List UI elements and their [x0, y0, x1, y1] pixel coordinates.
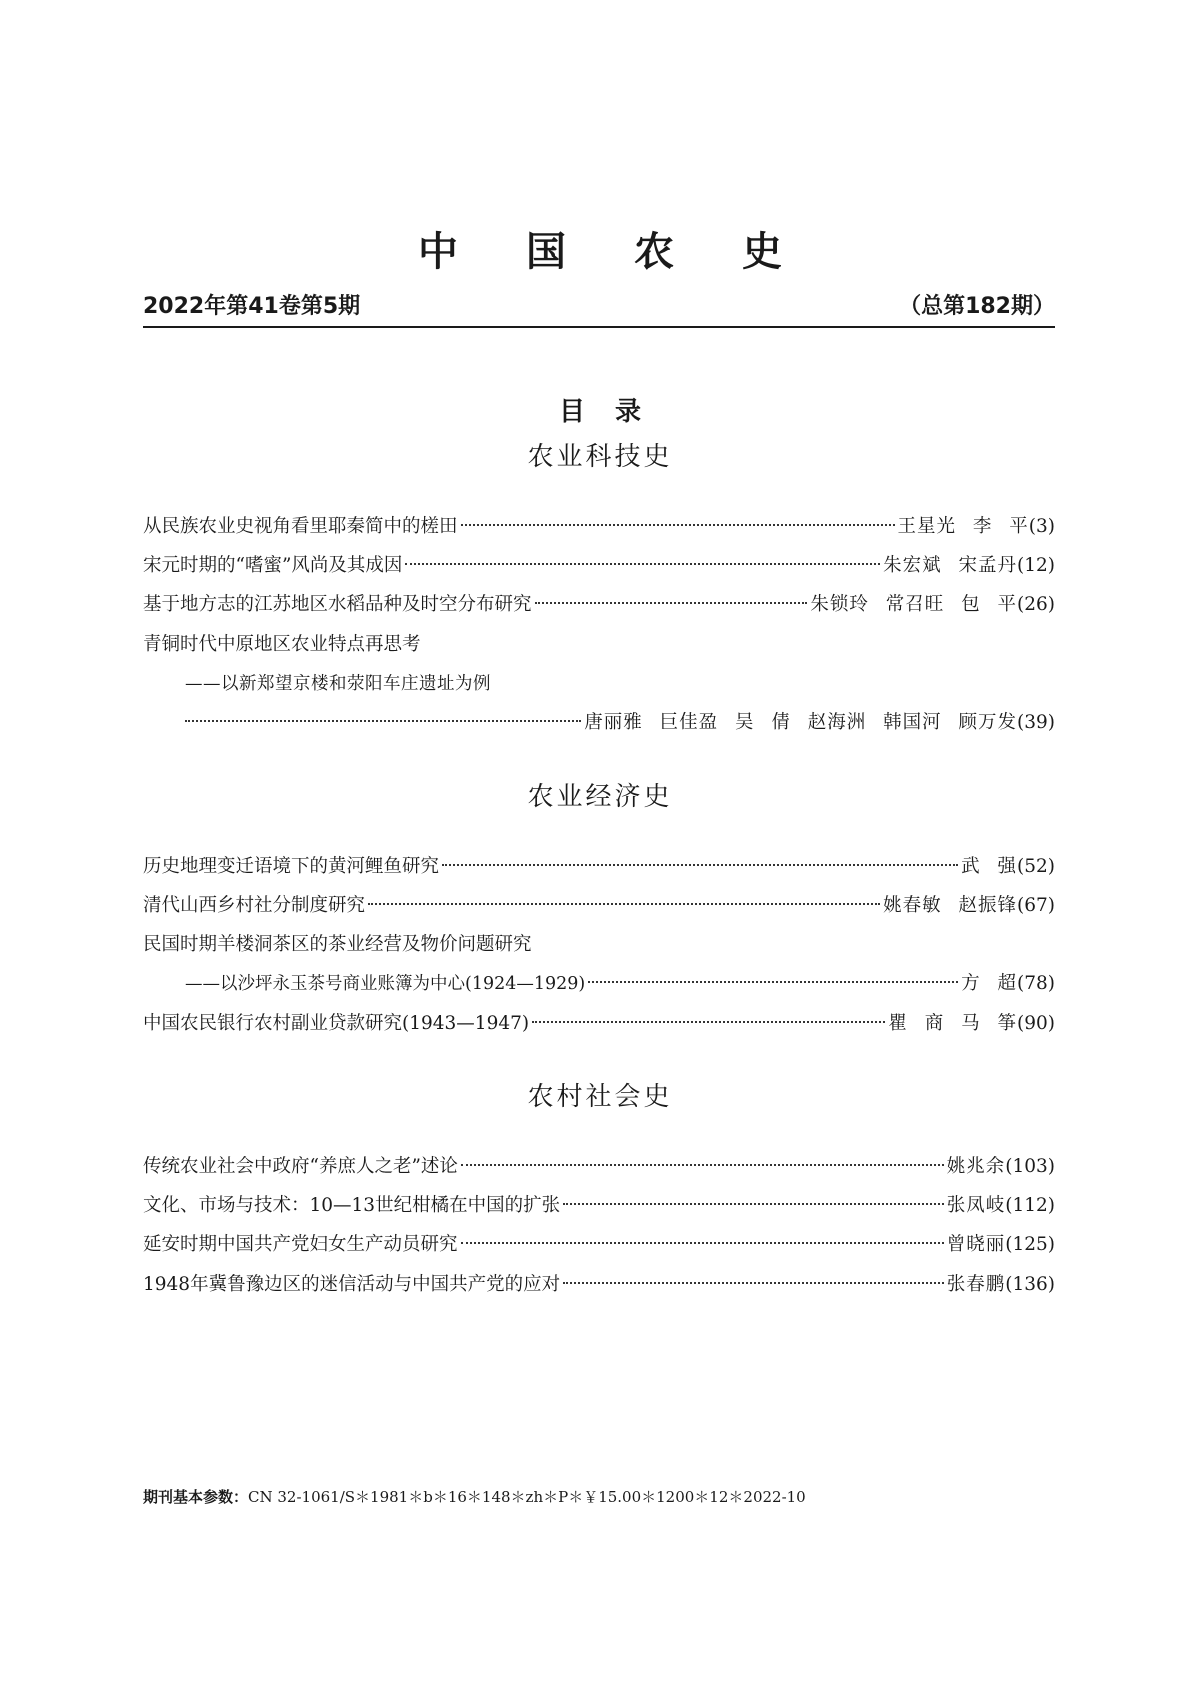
parameters-label: 期刊基本参数：: [143, 1488, 249, 1506]
journal-title: 中国农史: [418, 229, 850, 275]
entry-authors: 瞿 商 马 筝: [888, 1013, 1018, 1034]
entry-page: (125): [1005, 1234, 1055, 1255]
toc-entry[interactable]: [143, 891, 1055, 921]
entry-page: (103): [1005, 1156, 1055, 1177]
issue-line: [143, 292, 1055, 322]
entry-page: (67): [1017, 895, 1055, 916]
entry-title: 中国农民银行农村副业贷款研究(1943—1947): [143, 1013, 530, 1034]
dot-leader: [588, 981, 958, 983]
dot-leader: [461, 524, 895, 526]
entry-title: 文化、市场与技术：10—13世纪柑橘在中国的扩张: [143, 1195, 561, 1216]
entry-page: (39): [1017, 712, 1055, 733]
entry-title: 清代山西乡村社分制度研究: [143, 895, 366, 916]
section-heading-agri-econ: 农业经济史: [527, 782, 673, 812]
entry-page: (78): [1017, 973, 1055, 994]
toc-entry[interactable]: [143, 1152, 1055, 1182]
toc-entry[interactable]: [143, 590, 1055, 620]
entry-title: 历史地理变迁语境下的黄河鲤鱼研究: [143, 856, 440, 877]
toc-entry-subtitle-line[interactable]: [185, 969, 1055, 999]
dot-leader: [461, 1164, 944, 1166]
toc-entry-title-only[interactable]: [143, 930, 1055, 960]
dot-leader: [368, 903, 880, 905]
entry-title: 1948年冀鲁豫边区的迷信活动与中国共产党的应对: [143, 1274, 561, 1295]
header-rule: [143, 326, 1055, 328]
entry-authors: 唐丽雅 巨佳盈 吴 倩 赵海洲 韩国河 顾万发: [584, 712, 1018, 733]
entry-page: (136): [1005, 1274, 1055, 1295]
toc-entry[interactable]: [143, 512, 1055, 542]
entry-title: 民国时期羊楼洞茶区的茶业经营及物价问题研究: [143, 934, 532, 955]
entry-page: (12): [1017, 555, 1055, 576]
dot-leader: [405, 563, 880, 565]
entry-subtitle: ——以沙坪永玉茶号商业账簿为中心(1924—1929): [185, 974, 586, 994]
entry-authors: 武 强: [961, 856, 1018, 877]
entry-authors: 王星光 李 平: [897, 516, 1029, 537]
total-issue-number: （总第182期）: [899, 294, 1055, 319]
toc-title: 目录: [558, 397, 671, 427]
entry-authors: 姚春敏 赵振锋: [883, 895, 1018, 916]
dot-leader: [532, 1021, 885, 1023]
toc-entry-title-only[interactable]: [143, 630, 1055, 660]
entry-page: (3): [1028, 516, 1055, 537]
entry-page: (112): [1005, 1195, 1055, 1216]
dot-leader: [563, 1203, 944, 1205]
toc-entry[interactable]: [143, 1009, 1055, 1039]
dot-leader: [185, 720, 581, 722]
entry-page: (26): [1017, 594, 1055, 615]
dot-leader: [535, 602, 808, 604]
entry-authors: 朱宏斌 宋孟丹: [883, 555, 1018, 576]
toc-entry[interactable]: [143, 1230, 1055, 1260]
entry-title: 青铜时代中原地区农业特点再思考: [143, 634, 421, 655]
entry-title: 宋元时期的“嗜蜜”风尚及其成因: [143, 555, 403, 576]
toc-entry[interactable]: [143, 852, 1055, 882]
toc-entry[interactable]: [143, 1191, 1055, 1221]
toc-entry[interactable]: [143, 551, 1055, 581]
dot-leader: [442, 864, 958, 866]
toc-entry[interactable]: [143, 1270, 1055, 1300]
section-heading-agri-tech: 农业科技史: [527, 442, 673, 472]
dot-leader: [461, 1242, 944, 1244]
entry-authors: 朱锁玲 常召旺 包 平: [810, 594, 1018, 615]
entry-page: (52): [1017, 856, 1055, 877]
issue-number: 2022年第41卷第5期: [143, 294, 361, 319]
entry-authors: 张春鹏: [946, 1274, 1006, 1295]
entry-title: 基于地方志的江苏地区水稻品种及时空分布研究: [143, 594, 532, 615]
entry-authors: 曾晓丽: [946, 1234, 1006, 1255]
entry-authors: 张凤岐: [946, 1195, 1006, 1216]
entry-authors: 姚兆余: [946, 1156, 1006, 1177]
toc-entry-authors-line[interactable]: [185, 708, 1055, 738]
parameters-value: CN 32-1061/S＊1981＊b＊16＊148＊zh＊P＊￥15.00＊1200＊12＊2022-10: [248, 1488, 806, 1506]
entry-authors: 方 超: [961, 973, 1018, 994]
entry-subtitle: ——以新郑望京楼和荥阳车庄遗址为例: [185, 674, 491, 694]
entry-page: (90): [1017, 1013, 1055, 1034]
journal-parameters: [143, 1486, 806, 1508]
dot-leader: [563, 1282, 944, 1284]
entry-title: 延安时期中国共产党妇女生产动员研究: [143, 1234, 458, 1255]
entry-title: 从民族农业史视角看里耶秦简中的槎田: [143, 516, 458, 537]
entry-title: 传统农业社会中政府“养庶人之老”述论: [143, 1156, 458, 1177]
section-heading-rural-society: 农村社会史: [527, 1082, 673, 1112]
